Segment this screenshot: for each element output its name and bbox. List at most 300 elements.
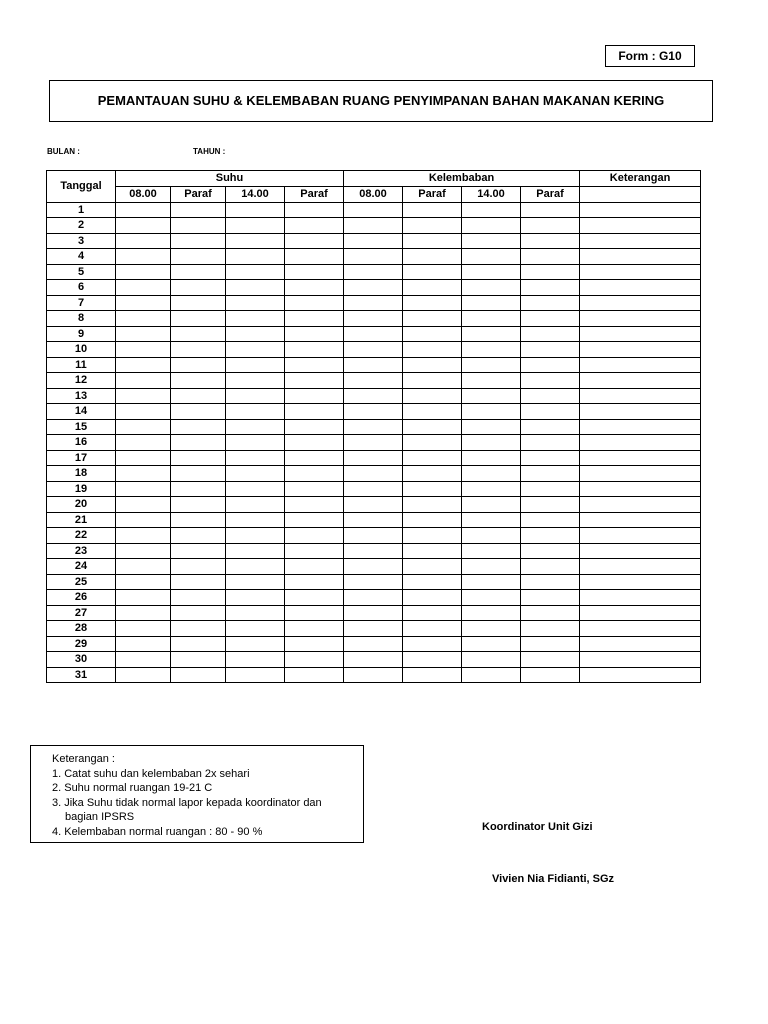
- entry-cell[interactable]: [344, 404, 403, 420]
- entry-cell[interactable]: [226, 404, 285, 420]
- entry-cell[interactable]: [403, 264, 462, 280]
- entry-cell[interactable]: [580, 357, 701, 373]
- entry-cell[interactable]: [285, 450, 344, 466]
- entry-cell[interactable]: [344, 574, 403, 590]
- entry-cell[interactable]: [403, 295, 462, 311]
- entry-cell[interactable]: [344, 249, 403, 265]
- day-number: 29: [47, 636, 116, 652]
- entry-cell[interactable]: [462, 652, 521, 668]
- entry-cell[interactable]: [521, 590, 580, 606]
- entry-cell[interactable]: [580, 497, 701, 513]
- entry-cell[interactable]: [116, 218, 171, 234]
- entry-cell[interactable]: [285, 218, 344, 234]
- entry-cell[interactable]: [171, 543, 226, 559]
- entry-cell[interactable]: [403, 202, 462, 218]
- entry-cell[interactable]: [116, 652, 171, 668]
- entry-cell[interactable]: [462, 280, 521, 296]
- entry-cell[interactable]: [521, 419, 580, 435]
- entry-cell[interactable]: [403, 466, 462, 482]
- entry-cell[interactable]: [462, 342, 521, 358]
- entry-cell[interactable]: [344, 326, 403, 342]
- entry-cell[interactable]: [171, 512, 226, 528]
- entry-cell[interactable]: [285, 326, 344, 342]
- entry-cell[interactable]: [580, 528, 701, 544]
- entry-cell[interactable]: [285, 419, 344, 435]
- entry-cell[interactable]: [344, 636, 403, 652]
- entry-cell[interactable]: [116, 636, 171, 652]
- entry-cell[interactable]: [462, 435, 521, 451]
- bulan-label: BULAN :: [47, 147, 80, 156]
- table-row: [47, 605, 701, 621]
- entry-cell[interactable]: [580, 574, 701, 590]
- entry-cell[interactable]: [462, 388, 521, 404]
- entry-cell[interactable]: [171, 295, 226, 311]
- entry-cell[interactable]: [462, 636, 521, 652]
- entry-cell[interactable]: [116, 466, 171, 482]
- entry-cell[interactable]: [521, 342, 580, 358]
- day-number: 31: [47, 667, 116, 683]
- entry-cell[interactable]: [580, 218, 701, 234]
- entry-cell[interactable]: [171, 528, 226, 544]
- entry-cell[interactable]: [521, 528, 580, 544]
- entry-cell[interactable]: [403, 435, 462, 451]
- entry-cell[interactable]: [285, 202, 344, 218]
- entry-cell[interactable]: [344, 295, 403, 311]
- entry-cell[interactable]: [580, 373, 701, 389]
- entry-cell[interactable]: [171, 342, 226, 358]
- entry-cell[interactable]: [226, 605, 285, 621]
- entry-cell[interactable]: [580, 667, 701, 683]
- entry-cell[interactable]: [462, 590, 521, 606]
- table-row: [47, 543, 701, 559]
- entry-cell[interactable]: [403, 233, 462, 249]
- entry-cell[interactable]: [116, 543, 171, 559]
- entry-cell[interactable]: [344, 450, 403, 466]
- day-rows: [47, 202, 701, 683]
- signature-title: Koordinator Unit Gizi: [482, 821, 593, 833]
- entry-cell[interactable]: [521, 233, 580, 249]
- entry-cell[interactable]: [226, 388, 285, 404]
- entry-cell[interactable]: [116, 621, 171, 637]
- entry-cell[interactable]: [285, 233, 344, 249]
- entry-cell[interactable]: [521, 388, 580, 404]
- day-number: 30: [47, 652, 116, 668]
- entry-cell[interactable]: [580, 652, 701, 668]
- entry-cell[interactable]: [521, 481, 580, 497]
- entry-cell[interactable]: [116, 311, 171, 327]
- entry-cell[interactable]: [521, 435, 580, 451]
- entry-cell[interactable]: [171, 357, 226, 373]
- entry-cell[interactable]: [226, 543, 285, 559]
- entry-cell[interactable]: [171, 264, 226, 280]
- entry-cell[interactable]: [226, 636, 285, 652]
- entry-cell[interactable]: [462, 528, 521, 544]
- entry-cell[interactable]: [462, 481, 521, 497]
- entry-cell[interactable]: [462, 249, 521, 265]
- entry-cell[interactable]: [403, 528, 462, 544]
- entry-cell[interactable]: [403, 574, 462, 590]
- entry-cell[interactable]: [580, 466, 701, 482]
- entry-cell[interactable]: [171, 202, 226, 218]
- entry-cell[interactable]: [171, 404, 226, 420]
- entry-cell[interactable]: [403, 636, 462, 652]
- entry-cell[interactable]: [580, 342, 701, 358]
- entry-cell[interactable]: [344, 280, 403, 296]
- entry-cell[interactable]: [226, 202, 285, 218]
- entry-cell[interactable]: [171, 559, 226, 575]
- entry-cell[interactable]: [462, 218, 521, 234]
- entry-cell[interactable]: [403, 559, 462, 575]
- entry-cell[interactable]: [462, 202, 521, 218]
- entry-cell[interactable]: [344, 621, 403, 637]
- entry-cell[interactable]: [171, 590, 226, 606]
- entry-cell[interactable]: [116, 373, 171, 389]
- entry-cell[interactable]: [171, 621, 226, 637]
- entry-cell[interactable]: [344, 667, 403, 683]
- entry-cell[interactable]: [403, 404, 462, 420]
- entry-cell[interactable]: [171, 373, 226, 389]
- entry-cell[interactable]: [226, 280, 285, 296]
- entry-cell[interactable]: [521, 667, 580, 683]
- entry-cell[interactable]: [285, 342, 344, 358]
- entry-cell[interactable]: [344, 652, 403, 668]
- entry-cell[interactable]: [344, 481, 403, 497]
- day-number: 13: [47, 388, 116, 404]
- entry-cell[interactable]: [521, 357, 580, 373]
- entry-cell[interactable]: [344, 202, 403, 218]
- entry-cell[interactable]: [285, 280, 344, 296]
- entry-cell[interactable]: [116, 528, 171, 544]
- entry-cell[interactable]: [403, 621, 462, 637]
- entry-cell[interactable]: [462, 497, 521, 513]
- entry-cell[interactable]: [344, 559, 403, 575]
- entry-cell[interactable]: [462, 404, 521, 420]
- entry-cell[interactable]: [116, 388, 171, 404]
- entry-cell[interactable]: [116, 590, 171, 606]
- entry-cell[interactable]: [462, 667, 521, 683]
- entry-cell[interactable]: [462, 419, 521, 435]
- entry-cell[interactable]: [226, 326, 285, 342]
- entry-cell[interactable]: [403, 218, 462, 234]
- entry-cell[interactable]: [521, 295, 580, 311]
- entry-cell[interactable]: [226, 621, 285, 637]
- entry-cell[interactable]: [171, 652, 226, 668]
- entry-cell[interactable]: [521, 621, 580, 637]
- entry-cell[interactable]: [285, 357, 344, 373]
- entry-cell[interactable]: [171, 326, 226, 342]
- entry-cell[interactable]: [171, 388, 226, 404]
- entry-cell[interactable]: [171, 450, 226, 466]
- entry-cell[interactable]: [226, 528, 285, 544]
- entry-cell[interactable]: [285, 590, 344, 606]
- entry-cell[interactable]: [521, 497, 580, 513]
- entry-cell[interactable]: [580, 559, 701, 575]
- entry-cell[interactable]: [116, 497, 171, 513]
- entry-cell[interactable]: [344, 466, 403, 482]
- entry-cell[interactable]: [344, 233, 403, 249]
- entry-cell[interactable]: [580, 543, 701, 559]
- entry-cell[interactable]: [521, 311, 580, 327]
- entry-cell[interactable]: [580, 621, 701, 637]
- entry-cell[interactable]: [403, 357, 462, 373]
- entry-cell[interactable]: [462, 559, 521, 575]
- entry-cell[interactable]: [285, 466, 344, 482]
- title-box: [49, 80, 713, 122]
- entry-cell[interactable]: [226, 218, 285, 234]
- table-row: [47, 202, 701, 218]
- entry-cell[interactable]: [116, 559, 171, 575]
- entry-cell[interactable]: [462, 621, 521, 637]
- entry-cell[interactable]: [226, 342, 285, 358]
- entry-cell[interactable]: [403, 326, 462, 342]
- entry-cell[interactable]: [226, 249, 285, 265]
- entry-cell[interactable]: [580, 280, 701, 296]
- entry-cell[interactable]: [226, 667, 285, 683]
- entry-cell[interactable]: [226, 357, 285, 373]
- entry-cell[interactable]: [344, 357, 403, 373]
- entry-cell[interactable]: [116, 419, 171, 435]
- entry-cell[interactable]: [521, 605, 580, 621]
- entry-cell[interactable]: [226, 419, 285, 435]
- entry-cell[interactable]: [116, 667, 171, 683]
- entry-cell[interactable]: [521, 202, 580, 218]
- entry-cell[interactable]: [580, 605, 701, 621]
- entry-cell[interactable]: [116, 574, 171, 590]
- entry-cell[interactable]: [116, 249, 171, 265]
- entry-cell[interactable]: [116, 481, 171, 497]
- entry-cell[interactable]: [462, 311, 521, 327]
- entry-cell[interactable]: [344, 264, 403, 280]
- day-number: 8: [47, 311, 116, 327]
- entry-cell[interactable]: [226, 311, 285, 327]
- entry-cell[interactable]: [403, 590, 462, 606]
- entry-cell[interactable]: [580, 249, 701, 265]
- entry-cell[interactable]: [462, 466, 521, 482]
- entry-cell[interactable]: [171, 419, 226, 435]
- entry-cell[interactable]: [226, 295, 285, 311]
- entry-cell[interactable]: [116, 342, 171, 358]
- entry-cell[interactable]: [521, 636, 580, 652]
- entry-cell[interactable]: [403, 497, 462, 513]
- entry-cell[interactable]: [171, 466, 226, 482]
- entry-cell[interactable]: [226, 233, 285, 249]
- entry-cell[interactable]: [285, 311, 344, 327]
- entry-cell[interactable]: [285, 435, 344, 451]
- entry-cell[interactable]: [116, 450, 171, 466]
- entry-cell[interactable]: [285, 481, 344, 497]
- entry-cell[interactable]: [580, 388, 701, 404]
- entry-cell[interactable]: [403, 373, 462, 389]
- entry-cell[interactable]: [344, 528, 403, 544]
- entry-cell[interactable]: [403, 311, 462, 327]
- entry-cell[interactable]: [462, 233, 521, 249]
- entry-cell[interactable]: [285, 249, 344, 265]
- entry-cell[interactable]: [521, 249, 580, 265]
- entry-cell[interactable]: [521, 559, 580, 575]
- entry-cell[interactable]: [285, 373, 344, 389]
- entry-cell[interactable]: [171, 667, 226, 683]
- table-row: [47, 280, 701, 296]
- entry-cell[interactable]: [171, 218, 226, 234]
- entry-cell[interactable]: [521, 280, 580, 296]
- entry-cell[interactable]: [580, 450, 701, 466]
- entry-cell[interactable]: [171, 249, 226, 265]
- entry-cell[interactable]: [521, 512, 580, 528]
- entry-cell[interactable]: [226, 450, 285, 466]
- table-row: [47, 590, 701, 606]
- entry-cell[interactable]: [580, 435, 701, 451]
- entry-cell[interactable]: [403, 388, 462, 404]
- entry-cell[interactable]: [171, 636, 226, 652]
- entry-cell[interactable]: [116, 202, 171, 218]
- entry-cell[interactable]: [521, 450, 580, 466]
- entry-cell[interactable]: [580, 202, 701, 218]
- entry-cell[interactable]: [521, 652, 580, 668]
- entry-cell[interactable]: [285, 264, 344, 280]
- entry-cell[interactable]: [344, 419, 403, 435]
- entry-cell[interactable]: [580, 419, 701, 435]
- entry-cell[interactable]: [462, 450, 521, 466]
- entry-cell[interactable]: [285, 512, 344, 528]
- entry-cell[interactable]: [285, 667, 344, 683]
- entry-cell[interactable]: [116, 264, 171, 280]
- entry-cell[interactable]: [521, 543, 580, 559]
- entry-cell[interactable]: [226, 559, 285, 575]
- entry-cell[interactable]: [285, 388, 344, 404]
- day-number: 23: [47, 543, 116, 559]
- entry-cell[interactable]: [171, 435, 226, 451]
- entry-cell[interactable]: [403, 543, 462, 559]
- entry-cell[interactable]: [285, 574, 344, 590]
- entry-cell[interactable]: [226, 512, 285, 528]
- entry-cell[interactable]: [171, 497, 226, 513]
- entry-cell[interactable]: [521, 326, 580, 342]
- entry-cell[interactable]: [171, 605, 226, 621]
- entry-cell[interactable]: [521, 264, 580, 280]
- entry-cell[interactable]: [116, 404, 171, 420]
- entry-cell[interactable]: [285, 295, 344, 311]
- entry-cell[interactable]: [462, 605, 521, 621]
- entry-cell[interactable]: [344, 435, 403, 451]
- entry-cell[interactable]: [403, 450, 462, 466]
- entry-cell[interactable]: [344, 512, 403, 528]
- entry-cell[interactable]: [403, 280, 462, 296]
- entry-cell[interactable]: [171, 574, 226, 590]
- entry-cell[interactable]: [344, 543, 403, 559]
- entry-cell[interactable]: [285, 605, 344, 621]
- entry-cell[interactable]: [285, 559, 344, 575]
- entry-cell[interactable]: [226, 590, 285, 606]
- entry-cell[interactable]: [285, 543, 344, 559]
- entry-cell[interactable]: [403, 342, 462, 358]
- entry-cell[interactable]: [462, 543, 521, 559]
- entry-cell[interactable]: [285, 621, 344, 637]
- entry-cell[interactable]: [521, 373, 580, 389]
- entry-cell[interactable]: [226, 373, 285, 389]
- entry-cell[interactable]: [285, 404, 344, 420]
- entry-cell[interactable]: [462, 512, 521, 528]
- entry-cell[interactable]: [580, 311, 701, 327]
- entry-cell[interactable]: [285, 497, 344, 513]
- entry-cell[interactable]: [403, 249, 462, 265]
- entry-cell[interactable]: [344, 311, 403, 327]
- entry-cell[interactable]: [226, 435, 285, 451]
- entry-cell[interactable]: [116, 280, 171, 296]
- entry-cell[interactable]: [403, 667, 462, 683]
- table-row: [47, 466, 701, 482]
- entry-cell[interactable]: [171, 233, 226, 249]
- entry-cell[interactable]: [580, 233, 701, 249]
- entry-cell[interactable]: [344, 590, 403, 606]
- entry-cell[interactable]: [285, 528, 344, 544]
- entry-cell[interactable]: [226, 497, 285, 513]
- entry-cell[interactable]: [226, 652, 285, 668]
- entry-cell[interactable]: [171, 311, 226, 327]
- entry-cell[interactable]: [116, 295, 171, 311]
- entry-cell[interactable]: [521, 404, 580, 420]
- note-item: 4. Kelembaban normal ruangan : 80 - 90 %: [52, 825, 263, 838]
- entry-cell[interactable]: [344, 388, 403, 404]
- entry-cell[interactable]: [462, 574, 521, 590]
- entry-cell[interactable]: [344, 605, 403, 621]
- entry-cell[interactable]: [580, 295, 701, 311]
- entry-cell[interactable]: [344, 342, 403, 358]
- entry-cell[interactable]: [226, 481, 285, 497]
- entry-cell[interactable]: [462, 373, 521, 389]
- entry-cell[interactable]: [580, 636, 701, 652]
- entry-cell[interactable]: [226, 264, 285, 280]
- entry-cell[interactable]: [344, 218, 403, 234]
- entry-cell[interactable]: [285, 636, 344, 652]
- suhu-header: Suhu: [116, 171, 344, 187]
- entry-cell[interactable]: [580, 481, 701, 497]
- entry-cell[interactable]: [462, 357, 521, 373]
- entry-cell[interactable]: [521, 218, 580, 234]
- entry-cell[interactable]: [580, 590, 701, 606]
- entry-cell[interactable]: [462, 326, 521, 342]
- entry-cell[interactable]: [344, 373, 403, 389]
- entry-cell[interactable]: [580, 264, 701, 280]
- entry-cell[interactable]: [226, 466, 285, 482]
- table-row: [47, 233, 701, 249]
- entry-cell[interactable]: [403, 419, 462, 435]
- entry-cell[interactable]: [116, 435, 171, 451]
- note-item: bagian IPSRS: [65, 811, 135, 823]
- entry-cell[interactable]: [171, 481, 226, 497]
- entry-cell[interactable]: [116, 357, 171, 373]
- entry-cell[interactable]: [462, 264, 521, 280]
- entry-cell[interactable]: [344, 497, 403, 513]
- entry-cell[interactable]: [403, 652, 462, 668]
- entry-cell[interactable]: [521, 466, 580, 482]
- entry-cell[interactable]: [171, 280, 226, 296]
- entry-cell[interactable]: [403, 605, 462, 621]
- entry-cell[interactable]: [580, 326, 701, 342]
- entry-cell[interactable]: [580, 512, 701, 528]
- entry-cell[interactable]: [116, 326, 171, 342]
- entry-cell[interactable]: [403, 512, 462, 528]
- entry-cell[interactable]: [116, 233, 171, 249]
- sub-header-cell: 08.00: [344, 186, 403, 202]
- entry-cell[interactable]: [521, 574, 580, 590]
- entry-cell[interactable]: [116, 605, 171, 621]
- entry-cell[interactable]: [116, 512, 171, 528]
- entry-cell[interactable]: [580, 404, 701, 420]
- entry-cell[interactable]: [285, 652, 344, 668]
- entry-cell[interactable]: [226, 574, 285, 590]
- entry-cell[interactable]: [462, 295, 521, 311]
- entry-cell[interactable]: [403, 481, 462, 497]
